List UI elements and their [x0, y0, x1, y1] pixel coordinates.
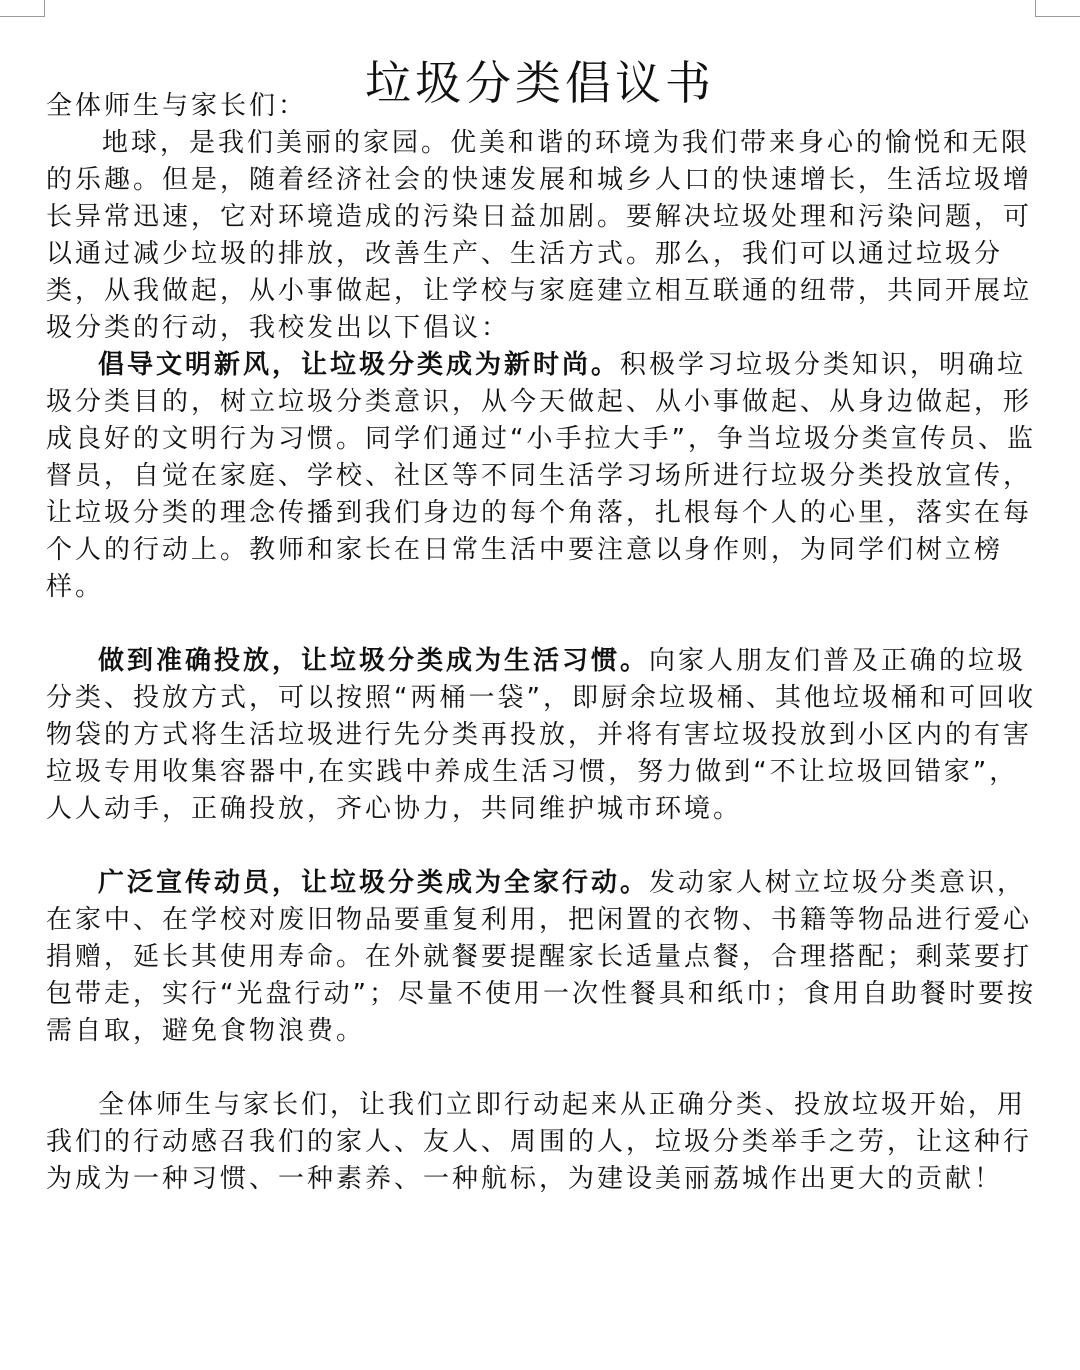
- closing-paragraph: 全体师生与家长们，让我们立即行动起来从正确分类、投放垃圾开始，用我们的行动感召我们的家人、友人、周围的人，垃圾分类举手之劳，让这种行为成为一种习惯、一种素养、一种航标，为建设美丽荔城作出更大的贡献！: [46, 1090, 1033, 1194]
- section-body-3: 发动家人树立垃圾分类意识，在家中、在学校对废旧物品要重复利用，把闲置的衣物、书籍等物品进行爱心捐赠，延长其使用寿命。在外就餐要提醒家长适量点餐，合理搭配；剩菜要打包带走，实行“光盘行动”；尽量不使用一次性餐具和纸巾；食用自助餐时要按需自取，避免食物浪费。: [46, 868, 1036, 1046]
- salutation: 全体师生与家长们：: [46, 91, 308, 121]
- paragraph-gap: [46, 828, 1036, 865]
- intro-paragraph: 地球，是我们美丽的家园。优美和谐的环境为我们带来身心的愉悦和无限的乐趣。但是，随着经济社会的快速发展和城乡人口的快速增长，生活垃圾增长异常迅速，它对环境造成的污染日益加剧。要解决垃圾处理和污染问题，可以通过减少垃圾的排放，改善生产、生活方式。那么，我们可以通过垃圾分类，从我做起，从小事做起，让学校与家庭建立相互联通的纽带，共同开展垃圾分类的行动，我校发出以下倡议：: [46, 128, 1033, 343]
- document-title: 垃圾分类倡议书: [365, 55, 715, 110]
- document-body: [46, 88, 1036, 1198]
- crop-mark-top-right: [1035, 0, 1080, 17]
- crop-mark-top-left: [0, 0, 45, 17]
- section-body-1: 积极学习垃圾分类知识，明确垃圾分类目的，树立垃圾分类意识，从今天做起、从小事做起、从身边做起，形成良好的文明行为习惯。同学们通过“小手拉大手”，争当垃圾分类宣传员、监督员，自觉在家庭、学校、社区等不同生活学习场所进行垃圾分类投放宣传，让垃圾分类的理念传播到我们身边的每个角落，扎根每个人的心里，落实在每个人的行动上。教师和家长在日常生活中要注意以身作则，为同学们树立榜样。: [46, 350, 1036, 602]
- section-paragraph-1: [46, 347, 1036, 606]
- section-body-2: 向家人朋友们普及正确的垃圾分类、投放方式，可以按照“两桶一袋”，即厨余垃圾桶、其他垃圾桶和可回收物袋的方式将生活垃圾进行先分类再投放，并将有害垃圾投放到小区内的有害垃圾专用收集容器中,在实践中养成生活习惯，努力做到“不让垃圾回错家”，人人动手，正确投放，齐心协力，共同维护城市环境。: [46, 646, 1036, 824]
- section-heading-3: 广泛宣传动员，让垃圾分类成为全家行动。: [98, 868, 650, 898]
- section-paragraph-3: [46, 865, 1036, 1050]
- section-heading-1: 倡导文明新风，让垃圾分类成为新时尚。: [98, 350, 621, 380]
- section-heading-2: 做到准确投放，让垃圾分类成为生活习惯。: [98, 646, 650, 676]
- section-paragraph-2: [46, 643, 1036, 828]
- paragraph-gap: [46, 1050, 1036, 1087]
- paragraph-gap: [46, 606, 1036, 643]
